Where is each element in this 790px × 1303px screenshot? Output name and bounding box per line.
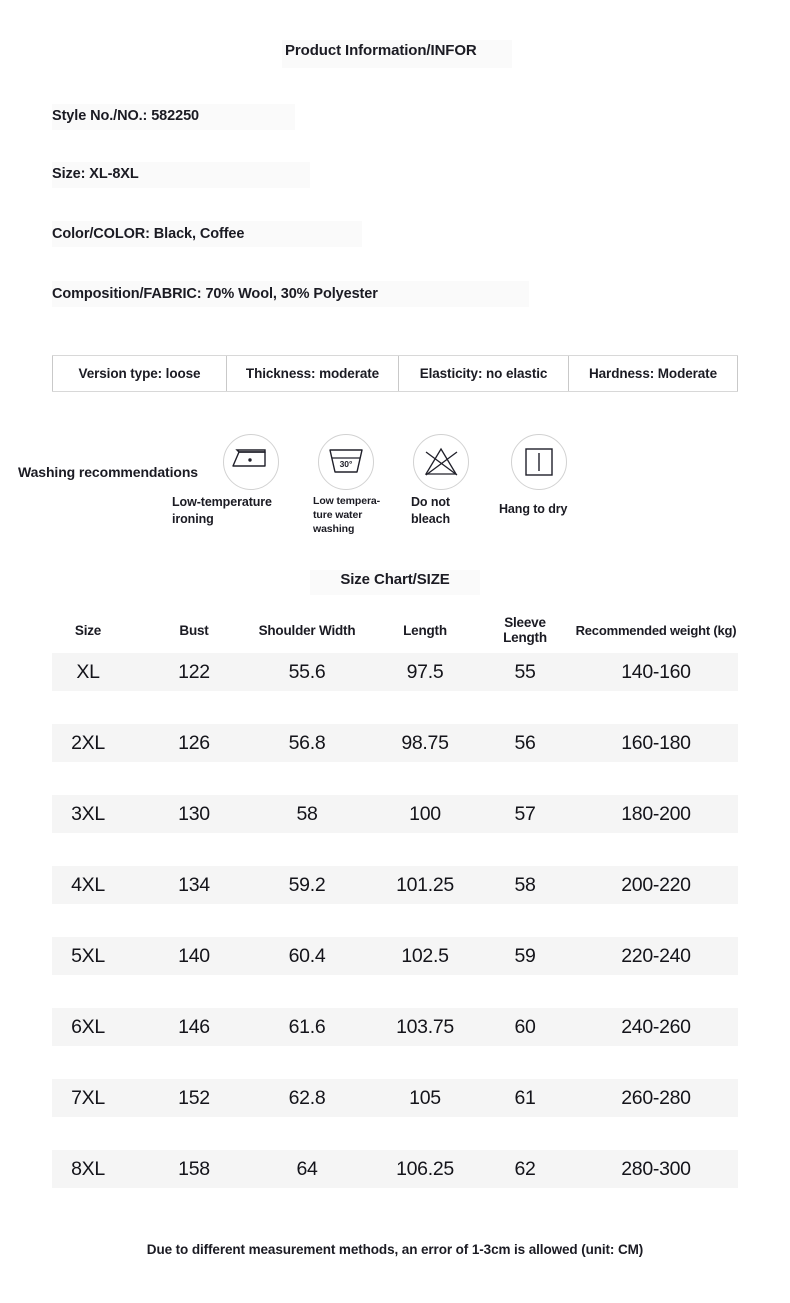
cell-shoulder: 61.6 [288, 1015, 326, 1038]
size-chart-title: Size Chart/SIZE [340, 571, 450, 588]
cell-bust: 140 [178, 944, 210, 967]
measurement-disclaimer: Due to different measurement methods, an error of 1-3cm is allowed (unit: CM) [146, 1242, 644, 1257]
cell-bust: 158 [178, 1157, 210, 1180]
cell-shoulder: 60.4 [288, 944, 326, 967]
attributes-row [52, 355, 738, 392]
cell-sleeve: 56 [514, 731, 536, 754]
table-row [52, 795, 738, 833]
cell-length: 105 [409, 1086, 441, 1109]
cell-size: 6XL [71, 1015, 105, 1038]
info-style-no: Style No./NO.: 582250 [52, 108, 199, 124]
info-color: Color/COLOR: Black, Coffee [52, 226, 245, 242]
cell-weight: 280-300 [621, 1157, 691, 1180]
cell-size: 2XL [71, 731, 105, 754]
table-row [52, 653, 738, 691]
cell-size: XL [76, 660, 100, 683]
cell-shoulder: 55.6 [288, 660, 326, 683]
cell-weight: 200-220 [621, 873, 691, 896]
care-caption-dry: Hang to dry [499, 502, 568, 516]
cell-shoulder: 59.2 [288, 873, 326, 896]
cell-bust: 152 [178, 1086, 210, 1109]
column-header-sleeve-length: Sleeve Length [503, 615, 547, 645]
size-chart-table [52, 607, 738, 1221]
table-row [52, 724, 738, 762]
care-caption-ironing: Low-temperature ironing [172, 495, 272, 526]
iron-low-temperature-icon [231, 444, 271, 478]
cell-weight: 220-240 [621, 944, 691, 967]
column-header-recommended-weight: Recommended weight (kg) [575, 622, 737, 638]
attribute-hardness: Hardness: Moderate [568, 356, 738, 391]
table-row [52, 937, 738, 975]
cell-length: 106.25 [396, 1157, 454, 1180]
cell-bust: 130 [178, 802, 210, 825]
cell-bust: 134 [178, 873, 210, 896]
column-header-shoulder-width: Shoulder Width [258, 622, 356, 638]
table-header-row [52, 607, 738, 653]
svg-text:30°: 30° [339, 459, 353, 469]
cell-weight: 260-280 [621, 1086, 691, 1109]
attribute-elasticity: Elasticity: no elastic [398, 356, 568, 391]
cell-weight: 180-200 [621, 802, 691, 825]
care-caption-washing: Low tempera-ture water washing [313, 495, 381, 535]
cell-length: 100 [409, 802, 441, 825]
cell-bust: 122 [178, 660, 210, 683]
cell-sleeve: 57 [514, 802, 536, 825]
cell-sleeve: 61 [514, 1086, 536, 1109]
care-caption-bleach: Do not bleach [411, 495, 450, 526]
cell-weight: 140-160 [621, 660, 691, 683]
cell-size: 8XL [71, 1157, 105, 1180]
cell-size: 4XL [71, 873, 105, 896]
cell-shoulder: 56.8 [288, 731, 326, 754]
cell-size: 7XL [71, 1086, 105, 1109]
info-size: Size: XL-8XL [52, 166, 139, 182]
table-row [52, 866, 738, 904]
do-not-bleach-icon [421, 444, 461, 480]
cell-bust: 146 [178, 1015, 210, 1038]
cell-weight: 160-180 [621, 731, 691, 754]
cell-bust: 126 [178, 731, 210, 754]
page-title: Product Information/INFOR [285, 42, 477, 59]
cell-length: 102.5 [401, 944, 449, 967]
table-row [52, 1079, 738, 1117]
cell-shoulder: 58 [296, 802, 318, 825]
cell-weight: 240-260 [621, 1015, 691, 1038]
cell-sleeve: 62 [514, 1157, 536, 1180]
cell-length: 101.25 [396, 873, 454, 896]
hang-to-dry-icon [521, 444, 557, 480]
cell-shoulder: 62.8 [288, 1086, 326, 1109]
info-composition: Composition/FABRIC: 70% Wool, 30% Polyester [52, 286, 378, 302]
column-header-bust: Bust [179, 622, 209, 638]
cell-sleeve: 60 [514, 1015, 536, 1038]
cell-shoulder: 64 [296, 1157, 318, 1180]
attribute-version-type: Version type: loose [52, 356, 226, 391]
column-header-size: Size [74, 622, 102, 638]
column-header-length: Length [403, 622, 447, 638]
cell-sleeve: 55 [514, 660, 536, 683]
cell-sleeve: 59 [514, 944, 536, 967]
cell-length: 98.75 [401, 731, 449, 754]
cell-sleeve: 58 [514, 873, 536, 896]
table-row [52, 1150, 738, 1188]
wash-tub-30-degrees-icon [326, 446, 366, 478]
cell-length: 97.5 [406, 660, 444, 683]
washing-recommendations-label: Washing recommendations [18, 464, 198, 480]
table-row [52, 1008, 738, 1046]
cell-length: 103.75 [396, 1015, 454, 1038]
cell-size: 5XL [71, 944, 105, 967]
attribute-thickness: Thickness: moderate [226, 356, 398, 391]
cell-size: 3XL [71, 802, 105, 825]
